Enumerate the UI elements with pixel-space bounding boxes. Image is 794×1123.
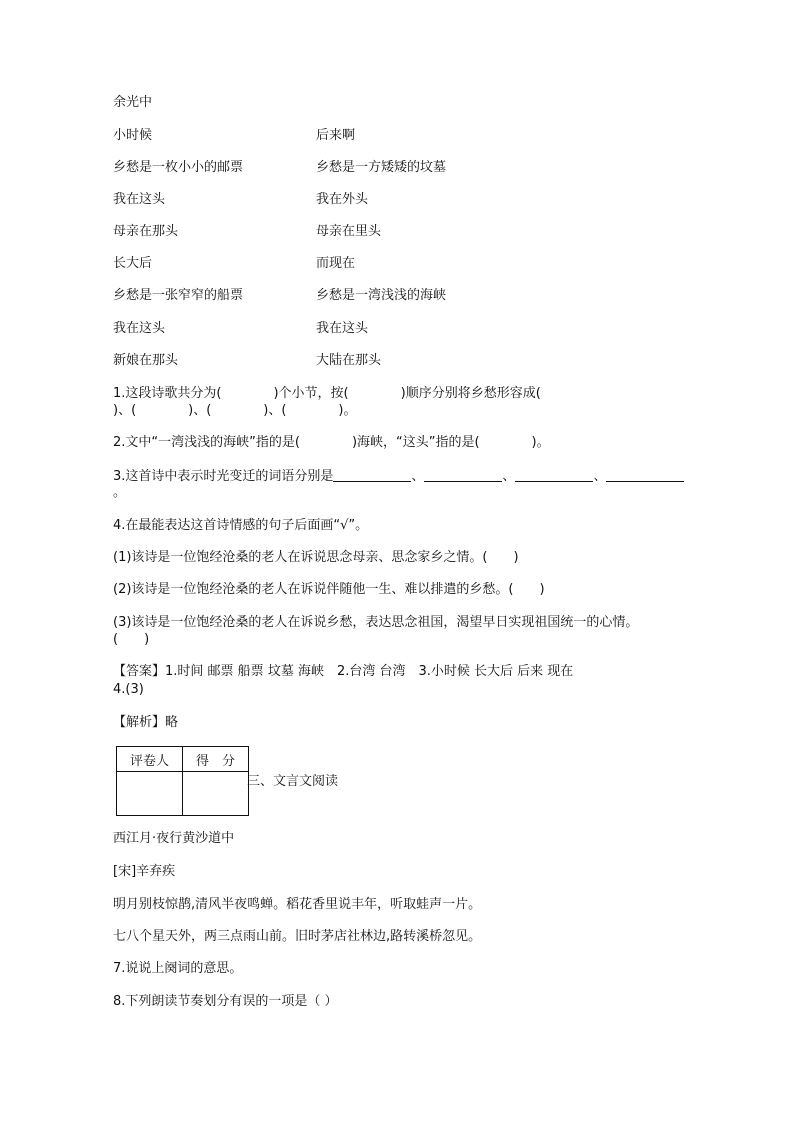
- fill-blank[interactable]: [424, 467, 502, 482]
- question-8: 8.下列朗读节奏划分有误的一项是（ ）: [113, 994, 338, 1009]
- question-3: [113, 467, 684, 486]
- classical-author: [宋]辛弃疾: [113, 864, 176, 879]
- separator: 、: [593, 469, 607, 484]
- poem-author: 余光中: [113, 95, 153, 110]
- answer-label: 【答案】: [113, 664, 166, 679]
- question-2: 2.文中“一湾浅浅的海峡”指的是( )海峡，“这头”指的是( )。: [113, 435, 550, 450]
- analysis-label: 【解析】: [113, 715, 166, 730]
- separator: 、: [411, 469, 425, 484]
- question-3-end: 。: [113, 485, 127, 500]
- analysis-text: 略: [165, 715, 179, 730]
- poem-right-line: 乡愁是一方矮矮的坟墓: [316, 160, 447, 175]
- poem-left-line: 长大后: [113, 256, 153, 271]
- poem-left-line: 母亲在那头: [113, 224, 179, 239]
- poem-right-line: 大陆在那头: [316, 353, 382, 368]
- section-title: 三、文言文阅读: [247, 774, 339, 789]
- poem-left-line: 我在这头: [113, 192, 166, 207]
- question-4-option-1: (1)该诗是一位饱经沧桑的老人在诉说思念母亲、思念家乡之情。( ): [113, 550, 519, 565]
- fill-blank[interactable]: [606, 467, 684, 482]
- poem-right-line: 母亲在里头: [316, 224, 382, 239]
- answer-text: 1.时间 邮票 船票 坟墓 海峡 2.台湾 台湾 3.小时候 长大后 后来 现在: [165, 664, 574, 679]
- question-3-text: 3.这首诗中表示时光变迁的词语分别是: [113, 469, 334, 484]
- fill-blank[interactable]: [333, 467, 411, 482]
- question-1-cont: )、( )、( )、( )。: [113, 403, 357, 418]
- poem-right-line: 后来啊: [316, 128, 356, 143]
- poem-left-line: 小时候: [113, 128, 153, 143]
- grader-cell[interactable]: [117, 772, 183, 816]
- separator: 、: [502, 469, 516, 484]
- question-4: 4.在最能表达这首诗情感的句子后面画“√”。: [113, 518, 369, 533]
- poem-right-line: 我在外头: [316, 192, 369, 207]
- score-header: 得 分: [183, 747, 249, 772]
- question-7: 7.说说上阕词的意思。: [113, 961, 243, 976]
- poem-right-line: 而现在: [316, 256, 356, 271]
- answer-cont: 4.(3): [113, 682, 144, 697]
- fill-blank[interactable]: [515, 467, 593, 482]
- grader-table: [116, 746, 249, 816]
- poem-right-line: 乡愁是一湾浅浅的海峡: [316, 288, 447, 303]
- grader-header: 评卷人: [117, 747, 183, 772]
- answer: [113, 663, 573, 681]
- classical-title: 西江月·夜行黄沙道中: [113, 831, 235, 846]
- score-cell[interactable]: [183, 772, 249, 816]
- poem-right-line: 我在这头: [316, 321, 369, 336]
- question-4-option-2: (2)该诗是一位饱经沧桑的老人在诉说伴随他一生、难以排遣的乡愁。( ): [113, 582, 545, 597]
- poem-left-line: 乡愁是一枚小小的邮票: [113, 160, 244, 175]
- question-1: 1.这段诗歌共分为( )个小节，按( )顺序分别将乡愁形容成(: [113, 386, 541, 401]
- poem-left-line: 乡愁是一张窄窄的船票: [113, 288, 244, 303]
- poem-left-line: 新娘在那头: [113, 353, 179, 368]
- question-4-option-3-cont: ( ): [113, 632, 150, 647]
- classical-line: 明月别枝惊鹊,清风半夜鸣蝉。稻花香里说丰年，听取蛙声一片。: [113, 897, 482, 912]
- analysis: [113, 714, 178, 732]
- classical-line: 七八个星天外，两三点雨山前。旧时茅店社林边,路转溪桥忽见。: [113, 929, 482, 944]
- poem-left-line: 我在这头: [113, 321, 166, 336]
- question-4-option-3: (3)该诗是一位饱经沧桑的老人在诉说乡愁，表达思念祖国，渴望早日实现祖国统一的心情。: [113, 615, 639, 630]
